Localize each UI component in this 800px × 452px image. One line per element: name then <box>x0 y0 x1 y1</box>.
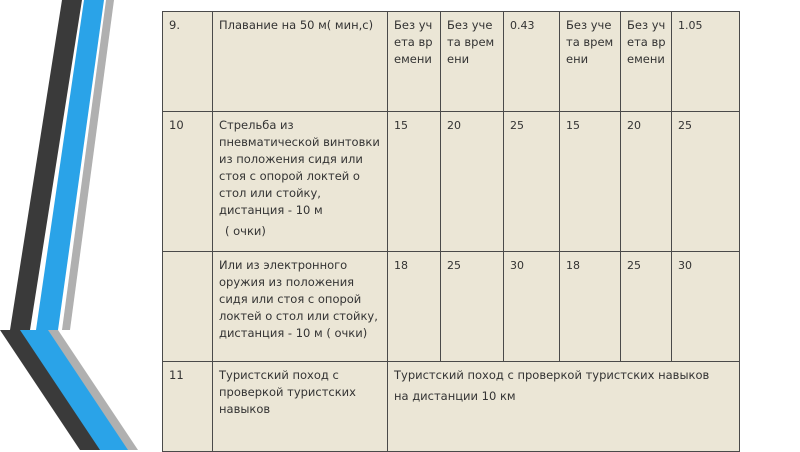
value: 25 <box>447 259 461 272</box>
value: 25 <box>678 119 692 132</box>
value: 20 <box>447 119 461 132</box>
table-row-9 <box>163 12 740 112</box>
value-cell <box>621 252 672 362</box>
value-cell <box>388 12 441 112</box>
value: 18 <box>566 259 580 272</box>
value: Без учета времени <box>627 18 666 66</box>
value: 15 <box>566 119 580 132</box>
row-number: 11 <box>169 368 184 382</box>
exercise-name-cell <box>213 252 388 362</box>
value-cell <box>504 112 560 252</box>
value-cell <box>560 112 621 252</box>
value-cell <box>672 112 740 252</box>
exercise-name: Стрельба из пневматической винтовки из положения сидя или стоя с опорой локтей о стол или стойку, дистанция - 10 м <box>219 118 380 217</box>
merged-description-cell <box>388 362 740 452</box>
value: 15 <box>394 119 408 132</box>
value-cell <box>504 12 560 112</box>
standards-table <box>162 11 740 452</box>
exercise-name: Плавание на 50 м( мин,с) <box>219 18 374 32</box>
value-cell <box>672 252 740 362</box>
value: 30 <box>510 259 524 272</box>
value-cell <box>672 12 740 112</box>
exercise-name-cell <box>213 362 388 452</box>
value-cell <box>504 252 560 362</box>
exercise-name: Туристский поход с проверкой туристских навыков <box>219 368 356 416</box>
value-cell <box>621 12 672 112</box>
row-number-cell <box>163 112 213 252</box>
value: Без учета времени <box>566 18 614 66</box>
table-row-11 <box>163 362 740 452</box>
value-cell <box>388 112 441 252</box>
value-cell <box>441 12 504 112</box>
value-cell <box>388 252 441 362</box>
value: Без учета времени <box>394 18 433 66</box>
value: 25 <box>510 119 524 132</box>
exercise-unit: ( очки) <box>225 224 266 238</box>
row-number-cell <box>163 12 213 112</box>
row-number: 9. <box>169 18 180 32</box>
value: Без учета времени <box>447 18 495 66</box>
row-number-cell <box>163 362 213 452</box>
table-row-10 <box>163 112 740 252</box>
value: 30 <box>678 259 692 272</box>
value: 18 <box>394 259 408 272</box>
exercise-name: Или из электронного оружия из положения сидя или стоя с опорой локтей о стол или стойку, дистанция - 10 м ( очки) <box>219 258 378 340</box>
value-cell <box>441 252 504 362</box>
value-cell <box>441 112 504 252</box>
merged-description-line2: на дистанции 10 км <box>394 389 516 403</box>
exercise-name-cell <box>213 112 388 252</box>
merged-description-line1: Туристский поход с проверкой туристских навыков <box>394 368 710 382</box>
row-number-cell <box>163 252 213 362</box>
value: 1.05 <box>678 19 703 32</box>
value-cell <box>621 112 672 252</box>
row-number: 10 <box>169 118 184 132</box>
value: 25 <box>627 259 641 272</box>
value-cell <box>560 12 621 112</box>
table-row-10-alt <box>163 252 740 362</box>
exercise-name-cell <box>213 12 388 112</box>
value: 20 <box>627 119 641 132</box>
value: 0.43 <box>510 19 535 32</box>
value-cell <box>560 252 621 362</box>
